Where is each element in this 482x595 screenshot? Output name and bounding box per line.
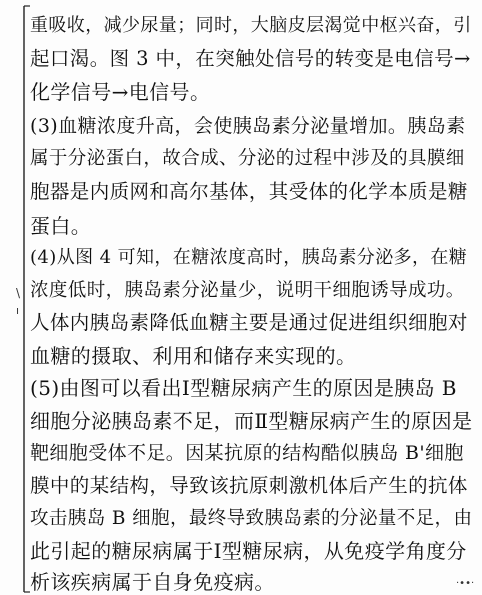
margin-mark-lower: ı (16, 304, 20, 317)
text-line: 膜中的某结构，导致该抗原刺激机体后产生的抗体 (30, 474, 468, 497)
scan-corner-mark: ·••· (456, 578, 475, 589)
margin-mark-upper: \ (16, 286, 21, 300)
text-line: 化学信号→电信号。 (30, 80, 211, 104)
text-line: 人体内胰岛素降低血糖主要是通过促进组织细胞对 (30, 311, 468, 334)
text-line: 细胞分泌胰岛素不足，而Ⅱ型糖尿病产生的原因是 (30, 409, 473, 433)
text-line: (5)由图可以看出Ⅰ型糖尿病产生的原因是胰岛 B (30, 376, 457, 400)
text-line: 胞器是内质网和高尔基体，其受体的化学本质是糖 (30, 180, 468, 203)
text-line: 攻击胰岛 B 细胞，最终导致胰岛素的分泌量不足，由 (30, 508, 473, 529)
text-line: 重吸收，减少尿量；同时，大脑皮层渴觉中枢兴奋，引 (30, 15, 472, 36)
text-line: (4)从图 4 可知，在糖浓度高时，胰岛素分泌多，在糖 (30, 247, 468, 268)
text-line: (3)血糖浓度升高，会使胰岛素分泌量增加。胰岛素 (30, 115, 466, 137)
text-line: 属于分泌蛋白，故合成、分泌的过程中涉及的具膜细 (30, 148, 465, 169)
text-line: 血糖的摄取、利用和储存来实现的。 (30, 344, 357, 368)
text-line: 析该疾病属于自身免疫病。 (30, 570, 275, 594)
text-line: 起口渴。图 3 中，在突触处信号的转变是电信号→ (30, 47, 471, 70)
text-line: 浓度低时，胰岛素分泌量少，说明干细胞诱导成功。 (30, 280, 465, 301)
text-line: 此引起的糖尿病属于Ⅰ型糖尿病，从免疫学角度分 (30, 539, 467, 563)
text-line: 蛋白。 (30, 214, 92, 238)
text-line: 靶细胞受体不足。因某抗原的结构酷似胰岛 B'细胞 (30, 442, 464, 464)
